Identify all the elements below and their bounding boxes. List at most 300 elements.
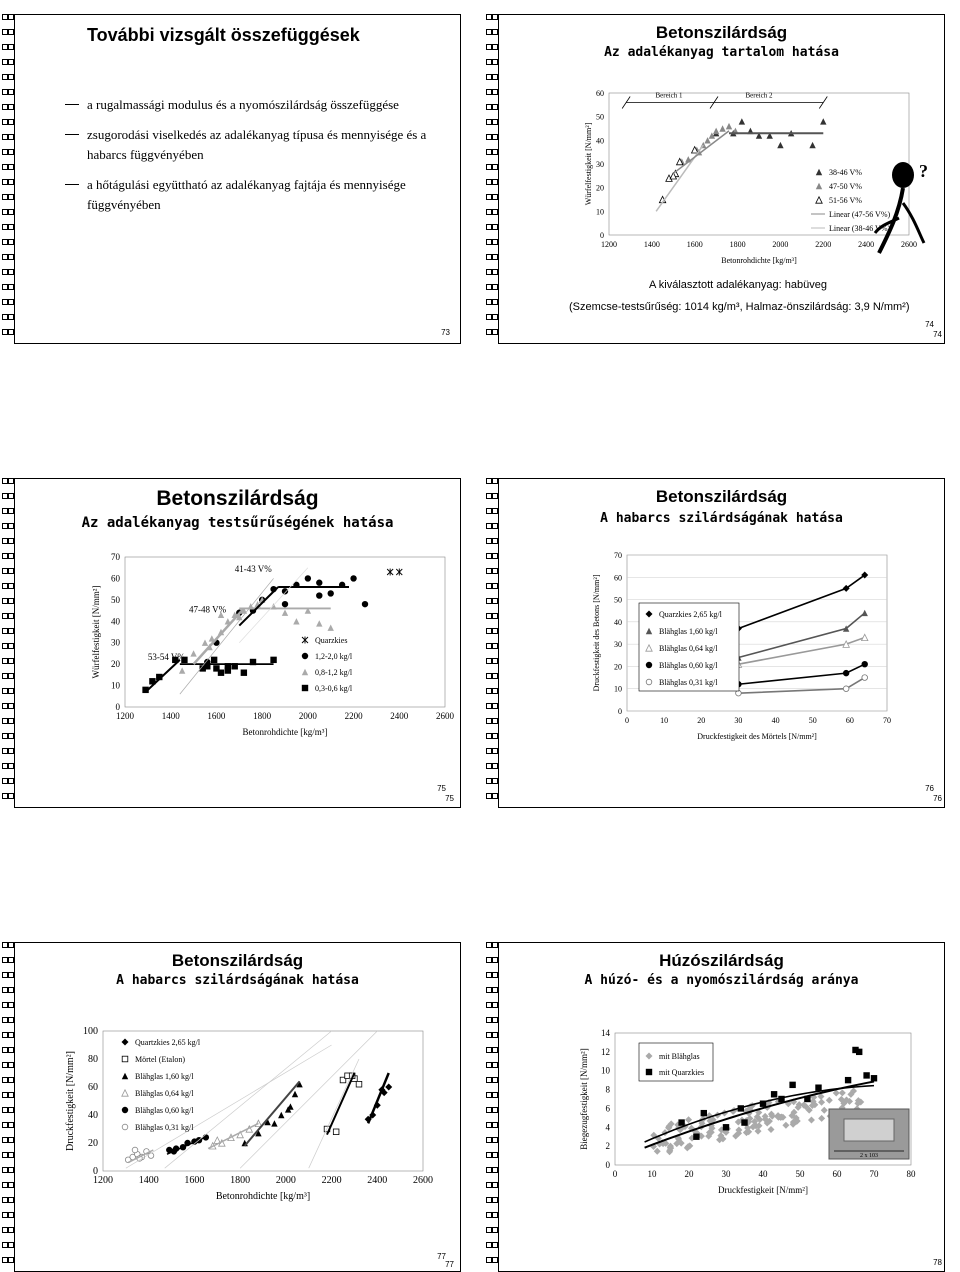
margin-square	[492, 59, 498, 65]
slide-subtitle: Az adalékanyag testsűrűségének hatása	[81, 515, 394, 531]
data-point	[679, 1120, 685, 1126]
margin-square	[492, 733, 498, 739]
legend-label: 0,8-1,2 kg/l	[315, 668, 353, 677]
margin-square	[8, 1167, 14, 1173]
x-tick-label: 1200	[93, 1175, 113, 1186]
margin-square	[8, 508, 14, 514]
data-point	[864, 1073, 870, 1079]
data-point	[742, 1120, 748, 1126]
y-tick-label: 30	[596, 160, 604, 169]
y-tick-label: 10	[596, 207, 604, 217]
x-tick-label: 10	[660, 716, 669, 725]
inset-caption: 2 x 103	[860, 1153, 878, 1159]
margin-square	[492, 598, 498, 604]
y-tick-label: 20	[88, 1138, 98, 1149]
y-tick-label: 6	[605, 1103, 610, 1114]
data-point	[777, 142, 783, 148]
margin-square	[492, 763, 498, 769]
legend-label: Linear (38-46 V%)	[829, 224, 891, 233]
margin-square	[8, 1107, 14, 1113]
margin-square	[8, 209, 14, 215]
x-tick-label: 70	[869, 1169, 879, 1179]
data-point	[356, 1081, 362, 1087]
x-tick-label: 2000	[275, 1175, 296, 1186]
margin-square	[492, 1032, 498, 1038]
margin-square	[492, 748, 498, 754]
dash-icon	[65, 184, 79, 185]
y-tick-label: 14	[601, 1028, 610, 1038]
data-point	[739, 118, 745, 124]
margin-square	[8, 119, 14, 125]
data-point	[843, 670, 849, 676]
margin-square	[492, 1137, 498, 1143]
annotation: 47-48 V%	[189, 604, 227, 615]
margin-square	[8, 1077, 14, 1083]
legend-label: 38-46 V%	[829, 168, 862, 177]
data-point	[271, 1120, 277, 1126]
margin-square	[492, 703, 498, 709]
guide-line	[165, 1031, 332, 1168]
margin-square	[8, 748, 14, 754]
annotation: Bereich 2	[745, 91, 773, 100]
x-tick-label: 1600	[184, 1175, 205, 1186]
chart-tensile-ratio	[499, 1001, 945, 1241]
page-number-small: 76	[933, 794, 942, 803]
data-point	[396, 569, 402, 576]
data-point	[241, 670, 247, 676]
margin-square	[492, 149, 498, 155]
x-axis-label: Druckfestigkeit des Mörtels [N/mm²]	[697, 732, 817, 741]
x-tick-label: 1800	[230, 1175, 251, 1186]
data-point	[685, 1116, 692, 1123]
bullet-text: a rugalmassági modulus és a nyomószilárdság összefüggése	[87, 97, 399, 112]
data-point	[282, 601, 288, 607]
chart-content-ratio	[499, 73, 945, 293]
margin-square	[492, 1017, 498, 1023]
legend-label: Blähglas 0,64 kg/l	[135, 1089, 194, 1098]
data-point	[862, 661, 868, 667]
margin-square	[8, 493, 14, 499]
data-point	[862, 610, 868, 616]
data-point	[302, 685, 308, 691]
margin-square	[8, 1212, 14, 1218]
data-point	[816, 197, 822, 203]
margin-square	[8, 942, 14, 948]
list-item	[65, 95, 445, 115]
plot-area	[125, 557, 445, 707]
data-point	[211, 657, 217, 663]
legend-label: Quarzkies 2,65 kg/l	[659, 610, 722, 619]
margin-square	[492, 987, 498, 993]
margin-square	[492, 209, 498, 215]
x-axis-label: Betonrohdichte [kg/m³]	[242, 727, 328, 737]
x-tick-label: 0	[612, 1169, 618, 1179]
legend-label: Mörtel (Etalon)	[135, 1055, 185, 1064]
margin-square	[8, 688, 14, 694]
margin-square	[492, 1197, 498, 1203]
margin-square	[8, 329, 14, 335]
data-point	[821, 1107, 828, 1114]
annotation: 53-54 V%	[147, 651, 185, 662]
margin-square	[8, 1227, 14, 1233]
margin-square	[8, 778, 14, 784]
margin-square	[492, 1062, 498, 1068]
page-number: 78	[933, 1258, 942, 1267]
margin-square	[8, 149, 14, 155]
margin-square	[8, 643, 14, 649]
y-tick-label: 100	[83, 1026, 98, 1037]
margin-square	[8, 239, 14, 245]
margin-square	[8, 44, 14, 50]
y-tick-label: 0	[93, 1166, 98, 1177]
data-point	[654, 1148, 661, 1155]
y-axis-label: Würfelfestigkeit [N/mm²]	[91, 585, 101, 679]
data-point	[820, 118, 826, 124]
y-tick-label: 60	[111, 573, 120, 584]
margin-square	[8, 568, 14, 574]
slide-title: Betonszilárdság	[655, 487, 788, 506]
data-point	[190, 650, 196, 656]
margin-square	[8, 793, 14, 799]
x-tick-label: 1200	[116, 711, 134, 721]
guide-line	[309, 1059, 359, 1168]
margin-square	[492, 1227, 498, 1233]
margin-square	[8, 673, 14, 679]
margin-square	[8, 104, 14, 110]
x-tick-label: 50	[808, 716, 817, 725]
margin-square	[492, 269, 498, 275]
data-point	[148, 1153, 154, 1159]
margin-square	[492, 538, 498, 544]
list-item	[65, 175, 445, 215]
y-tick-label: 60	[614, 573, 622, 583]
margin-square	[8, 1137, 14, 1143]
margin-square	[8, 1092, 14, 1098]
data-point	[790, 1082, 796, 1088]
aggregate-properties-note: (Szemcse-testsűrűség: 1014 kg/m³, Halmaz-önszilárdság: 3,9 N/mm²)	[569, 301, 910, 313]
legend-label: 0,3-0,6 kg/l	[315, 684, 353, 693]
margin-square	[492, 1152, 498, 1158]
page-number-small: 75	[445, 794, 454, 803]
legend-label: Blähglas 1,60 kg/l	[659, 627, 718, 636]
legend-label: mit Blähglas	[659, 1052, 700, 1061]
bullet-list	[65, 95, 445, 215]
x-tick-label: 1400	[643, 240, 660, 249]
data-point	[646, 679, 652, 685]
specimen-block	[844, 1119, 894, 1141]
margin-square	[8, 164, 14, 170]
margin-square	[492, 1167, 498, 1173]
x-tick-label: 2200	[815, 240, 832, 249]
y-tick-label: 40	[614, 617, 622, 627]
page-number: 73	[441, 328, 450, 337]
slide-title: Betonszilárdság	[156, 487, 319, 510]
y-axis-label: Biegezugfestigkeit [N/mm²]	[579, 1048, 589, 1150]
x-tick-label: 30	[721, 1169, 731, 1179]
data-point	[723, 1124, 729, 1130]
margin-square	[492, 1047, 498, 1053]
margin-square	[8, 598, 14, 604]
margin-square	[492, 14, 498, 20]
slide-title: Betonszilárdság	[171, 951, 304, 970]
margin-square	[8, 1062, 14, 1068]
margin-square	[492, 1122, 498, 1128]
data-point	[713, 128, 719, 134]
margin-square	[8, 74, 14, 80]
data-point	[122, 1107, 128, 1113]
margin-square	[492, 194, 498, 200]
y-tick-label: 30	[111, 637, 120, 648]
legend-label: Quartzkies 2,65 kg/l	[135, 1038, 201, 1047]
legend-label: Quarzkies	[315, 636, 348, 645]
margin-square	[492, 1092, 498, 1098]
slide-subtitle: Az adalékanyag tartalom hatása	[604, 45, 839, 60]
legend-label: Blähglas 0,31 kg/l	[659, 678, 718, 687]
trend-line	[673, 131, 729, 174]
legend-label: mit Quarzkies	[659, 1068, 705, 1077]
y-tick-label: 50	[614, 595, 622, 605]
margin-square	[492, 1077, 498, 1083]
y-tick-label: 0	[618, 707, 622, 716]
x-tick-label: 2000	[298, 711, 317, 721]
data-point	[701, 1110, 707, 1116]
list-item	[65, 125, 445, 165]
bullet-text: zsugorodási viselkedés az adalékanyag típusa és mennyisége és a habarcs függvényében	[87, 127, 427, 162]
data-point	[292, 1091, 298, 1097]
annotation: 41-43 V%	[234, 564, 272, 574]
y-tick-label: 40	[88, 1110, 98, 1121]
data-point	[385, 1084, 392, 1091]
selected-aggregate-note: A kiválasztott adalékanyag: habüveg	[649, 279, 827, 291]
y-tick-label: 30	[614, 640, 622, 650]
margin-square	[492, 179, 498, 185]
data-point	[271, 657, 277, 663]
margin-square	[8, 703, 14, 709]
svg-text:?: ?	[919, 161, 928, 181]
data-point	[816, 169, 822, 175]
data-point	[328, 591, 334, 597]
y-tick-label: 10	[614, 684, 622, 694]
margin-square	[492, 508, 498, 514]
dash-icon	[65, 134, 79, 135]
legend-label: Blähglas 0,64 kg/l	[659, 644, 718, 653]
margin-square	[8, 269, 14, 275]
margin-square	[8, 134, 14, 140]
legend-label: Blähglas 1,60 kg/l	[135, 1072, 194, 1081]
margin-square	[492, 478, 498, 484]
margin-square	[8, 957, 14, 963]
y-tick-label: 40	[596, 136, 604, 146]
margin-square	[8, 314, 14, 320]
y-tick-label: 20	[111, 659, 120, 670]
margin-square	[492, 224, 498, 230]
margin-square	[492, 793, 498, 799]
margin-square	[492, 164, 498, 170]
y-tick-label: 12	[601, 1046, 610, 1057]
margin-square	[492, 718, 498, 724]
margin-square	[8, 254, 14, 260]
data-point	[826, 1097, 833, 1104]
margin-square	[492, 44, 498, 50]
y-tick-label: 60	[88, 1082, 98, 1093]
y-tick-label: 70	[614, 551, 622, 560]
slide-title: Betonszilárdság	[655, 23, 788, 42]
margin-square	[8, 538, 14, 544]
x-tick-label: 50	[795, 1169, 805, 1179]
x-tick-label: 30	[734, 716, 743, 725]
margin-square	[492, 613, 498, 619]
margin-square	[8, 523, 14, 529]
margin-square	[8, 14, 14, 20]
y-tick-label: 70	[111, 552, 120, 562]
margin-square	[492, 1002, 498, 1008]
margin-square	[492, 778, 498, 784]
margin-square	[8, 194, 14, 200]
margin-square	[8, 29, 14, 35]
y-tick-label: 20	[614, 662, 622, 672]
page-number: 76	[925, 784, 934, 793]
x-tick-label: 1600	[207, 711, 226, 721]
data-point	[646, 1069, 652, 1075]
data-point	[362, 601, 368, 607]
margin-square	[8, 628, 14, 634]
y-tick-label: 8	[605, 1084, 610, 1095]
margin-square	[8, 89, 14, 95]
margin-square	[8, 1242, 14, 1248]
x-tick-label: 20	[684, 1169, 694, 1179]
trend-line	[146, 660, 180, 692]
series-line	[738, 575, 864, 628]
margin-square	[492, 553, 498, 559]
data-point	[132, 1147, 138, 1153]
margin-square	[8, 763, 14, 769]
page-number-small: 77	[445, 1260, 454, 1269]
y-tick-label: 0	[600, 231, 604, 240]
trend-line	[368, 1073, 389, 1123]
data-point	[316, 593, 322, 599]
margin-square	[492, 134, 498, 140]
legend-label: Linear (47-56 V%)	[829, 210, 891, 219]
y-tick-label: 50	[111, 594, 120, 605]
x-tick-label: 1800	[729, 240, 746, 249]
x-tick-label: 40	[771, 716, 780, 725]
margin-square	[8, 987, 14, 993]
data-point	[719, 125, 725, 131]
margin-square	[8, 1182, 14, 1188]
data-point	[808, 1116, 815, 1123]
page-number: 77	[437, 1252, 446, 1261]
y-axis-label: Würfelfestigkeit [N/mm²]	[584, 122, 593, 206]
slide-title: Húzószilárdság	[659, 951, 784, 970]
margin-square	[8, 1152, 14, 1158]
chart-mortar-strength-density	[15, 1001, 461, 1241]
data-point	[818, 1115, 825, 1122]
x-axis-label: Betonrohdichte [kg/m³]	[721, 256, 797, 265]
data-point	[646, 662, 652, 668]
data-point	[293, 618, 299, 624]
data-point	[316, 580, 322, 586]
x-tick-label: 2400	[858, 240, 875, 249]
data-point	[809, 142, 815, 148]
data-point	[122, 1056, 128, 1062]
margin-square	[8, 658, 14, 664]
y-tick-label: 20	[596, 183, 604, 193]
x-tick-label: 1400	[138, 1175, 159, 1186]
data-point	[302, 653, 308, 659]
x-tick-label: 60	[845, 716, 854, 725]
margin-square	[492, 1107, 498, 1113]
data-point	[351, 576, 357, 582]
x-tick-label: 2400	[367, 1175, 388, 1186]
margin-square	[492, 568, 498, 574]
margin-square	[492, 957, 498, 963]
margin-square	[492, 1182, 498, 1188]
legend-label: Blähglas 0,60 kg/l	[659, 661, 718, 670]
x-tick-label: 10	[647, 1169, 657, 1179]
slide-76	[498, 478, 945, 808]
data-point	[768, 1126, 775, 1133]
guide-line	[240, 1031, 377, 1168]
slide-subtitle: A habarcs szilárdságának hatása	[116, 973, 359, 988]
margin-square	[492, 643, 498, 649]
x-tick-label: 2000	[772, 240, 789, 249]
legend-label: Blähglas 0,31 kg/l	[135, 1123, 194, 1132]
margin-square	[8, 553, 14, 559]
margin-square	[492, 74, 498, 80]
dash-icon	[65, 104, 79, 105]
margin-square	[8, 224, 14, 230]
chart-density-effect	[15, 545, 461, 775]
data-point	[387, 569, 393, 576]
margin-square	[8, 59, 14, 65]
y-tick-label: 10	[601, 1065, 610, 1076]
page-number: 75	[437, 784, 446, 793]
data-point	[305, 576, 311, 582]
data-point	[316, 620, 322, 626]
margin-square	[8, 1257, 14, 1263]
y-tick-label: 40	[111, 616, 120, 627]
data-point	[218, 670, 224, 676]
data-point	[122, 1039, 129, 1046]
x-tick-label: 60	[832, 1169, 842, 1179]
data-point	[818, 1099, 825, 1106]
x-axis-label: Betonrohdichte [kg/m³]	[215, 1191, 311, 1202]
y-tick-label: 60	[596, 89, 604, 98]
plot-area	[103, 1031, 423, 1171]
y-tick-label: 4	[605, 1122, 610, 1133]
legend-label: 1,2-2,0 kg/l	[315, 652, 353, 661]
margin-square	[492, 942, 498, 948]
margin-square	[492, 1212, 498, 1218]
margin-square	[492, 299, 498, 305]
x-tick-label: 0	[625, 716, 629, 725]
margin-square	[8, 478, 14, 484]
trend-line	[167, 1136, 208, 1154]
trend-line	[208, 1123, 258, 1148]
x-tick-label: 2200	[344, 711, 363, 721]
x-tick-label: 1800	[253, 711, 272, 721]
slide-title: További vizsgált összefüggések	[87, 25, 360, 45]
margin-square	[492, 329, 498, 335]
data-point	[302, 669, 308, 675]
margin-square	[492, 493, 498, 499]
x-tick-label: 20	[697, 716, 706, 725]
slide-75	[14, 478, 461, 808]
margin-square	[492, 314, 498, 320]
margin-square	[492, 29, 498, 35]
x-tick-label: 2600	[436, 711, 454, 721]
y-axis-label: Druckfestigkeit des Betons [N/mm²]	[592, 574, 601, 692]
